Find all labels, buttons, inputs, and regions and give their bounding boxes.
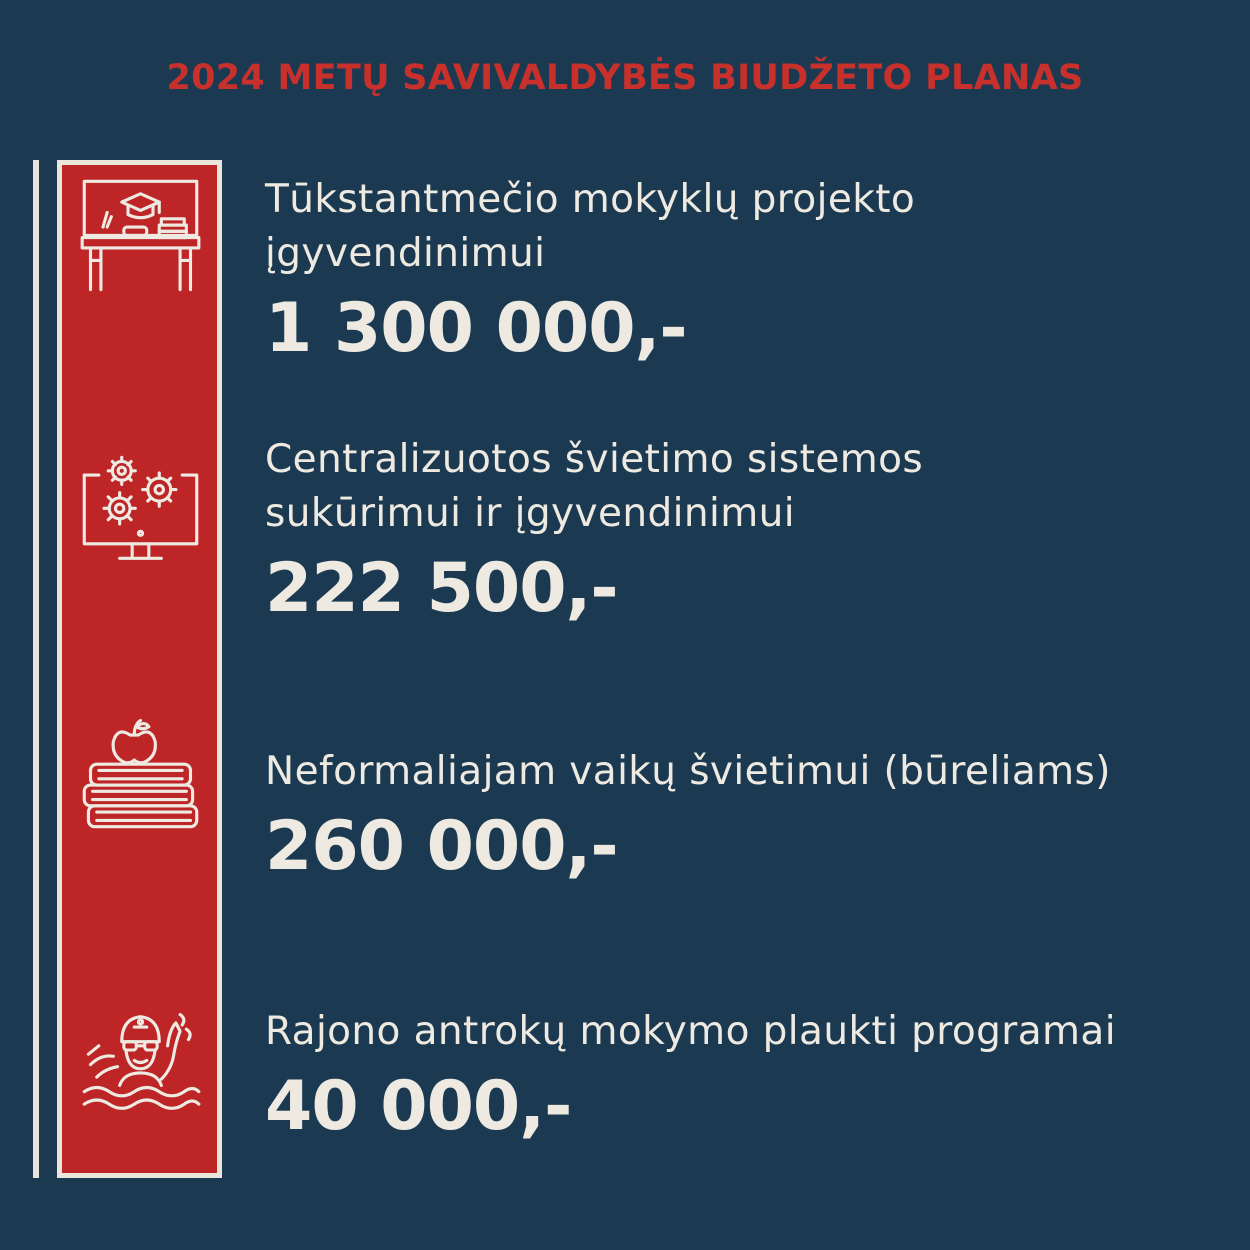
- item-amount: 1 300 000,-: [265, 289, 687, 368]
- icon-strip: [57, 160, 222, 1178]
- classroom-desk-icon: [78, 175, 203, 300]
- item-label: Tūkstantmečio mokyklų projekto įgyvendinimui: [265, 177, 916, 276]
- books-apple-icon: [78, 710, 203, 835]
- item-label: Rajono antrokų mokymo plaukti programai: [265, 1009, 1116, 1054]
- icon-strip-panel: [62, 165, 217, 1173]
- item-label: Neformaliajam vaikų švietimui (būreliams): [265, 749, 1111, 794]
- budget-item-nonformal-education: [265, 745, 1225, 887]
- item-amount: 222 500,-: [265, 549, 618, 628]
- decorative-vertical-line: [33, 160, 39, 1178]
- item-amount: 260 000,-: [265, 807, 618, 886]
- budget-item-schools: [265, 173, 1225, 369]
- swimmer-icon: [78, 1000, 203, 1125]
- item-amount: 40 000,-: [265, 1067, 572, 1146]
- computer-gears-icon: [78, 450, 203, 575]
- item-label: Centralizuotos švietimo sistemos sukūrimui ir įgyvendinimui: [265, 437, 924, 536]
- budget-item-education-system: [265, 433, 1225, 629]
- budget-item-swimming-program: [265, 1005, 1225, 1147]
- page-title: 2024 METŲ SAVIVALDYBĖS BIUDŽETO PLANAS: [166, 58, 1084, 98]
